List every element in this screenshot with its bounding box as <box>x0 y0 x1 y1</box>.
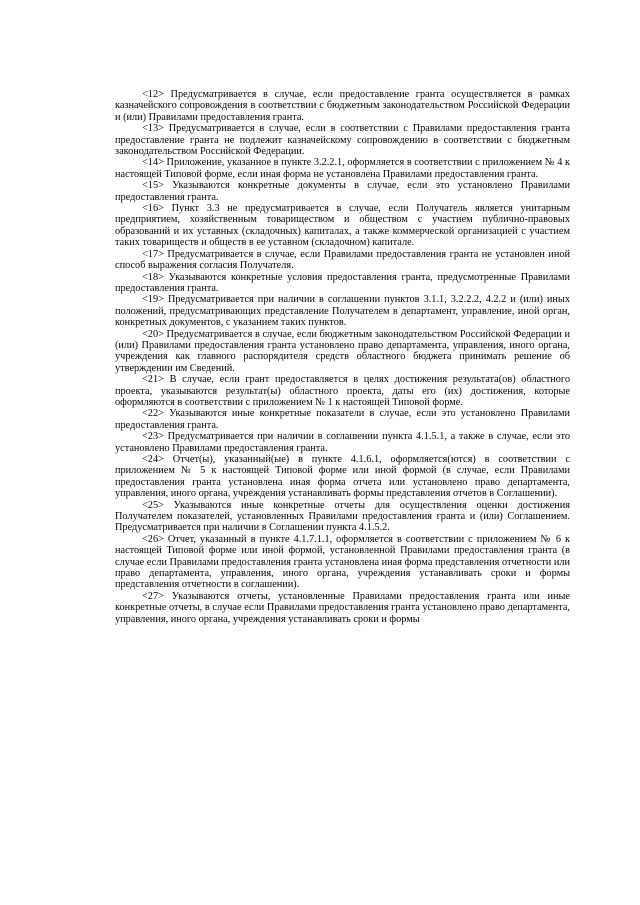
footnote-26: <26> Отчет, указанный в пункте 4.1.7.1.1, оформляется в соответствии с приложением № 6 к настоящей Типовой форме или иной формой, установленной Правилами предоставления гранта (в случае если Правилами предоставления гранта установлена иная форма представления отчетности или право департамента, управления, иного органа, учреждения устанавливать сроки и формы представления отчетности в соглашении). <box>115 533 570 591</box>
footnote-25: <25> Указываются иные конкретные отчеты для осуществления оценки достижения Получателем показателей, установленных Правилами предоставления гранта и (или) Соглашением. Предусматривается при наличии в Соглашении пункта 4.1.5.2. <box>115 499 570 534</box>
footnote-15: <15> Указываются конкретные документы в случае, если это установлено Правилами предоставления гранта. <box>115 180 570 203</box>
footnotes-block <box>115 89 570 625</box>
footnote-22: <22> Указываются иные конкретные показатели в случае, если это установлено Правилами предоставления гранта. <box>115 408 570 431</box>
footnote-27: <27> Указываются отчеты, установленные Правилами предоставления гранта или иные конкретные отчеты, в случае если Правилами предоставления гранта установлено право департамента, управления, иного органа, учреждения устанавливать сроки и формы <box>115 590 570 625</box>
footnote-23: <23> Предусматривается при наличии в соглашении пункта 4.1.5.1, а также в случае, если это установлено Правилами предоставления гранта. <box>115 431 570 454</box>
footnote-12: <12> Предусматривается в случае, если предоставление гранта осуществляется в рамках казначейского сопровождения в соответствии с бюджетным законодательством Российской Федерации и (или) Правилами предоставления гранта. <box>115 89 570 123</box>
footnote-17: <17> Предусматривается в случае, если Правилами предоставления гранта не установлен иной способ выражения согласия Получателя. <box>115 248 570 272</box>
footnote-18: <18> Указываются конкретные условия предоставления гранта, предусмотренные Правилами предоставления гранта. <box>115 271 570 294</box>
footnote-19: <19> Предусматривается при наличии в соглашении пунктов 3.1.1, 3.2.2.2, 4.2.2 и (или) иных положений, предусматривающих представление Получателем в департамент, управление, иной орган, конкретных документов, с указанием таких пунктов. <box>115 294 570 329</box>
footnote-24: <24> Отчет(ы), указанный(ые) в пункте 4.1.6.1, оформляется(ются) в соответствии с приложением № 5 к настоящей Типовой форме или иной формой (в случае, если Правилами предоставления гранта установлена иная форма отчета или установлено право департамента, управления, иного органа, учреждения устанавливать формы представления отчетов в Соглашении). <box>115 454 570 500</box>
footnote-13: <13> Предусматривается в случае, если в соответствии с Правилами предоставления гранта предоставление гранта не подлежит казначейскому сопровождению в соответствии с бюджетным законодательством Российской Федерации. <box>115 123 570 158</box>
footnote-21: <21> В случае, если грант предоставляется в целях достижения результата(ов) областного проекта, указываются результат(ы) областного проекта, даты его (их) достижения, которые оформляются в соответствии с приложением № 1 к настоящей Типовой форме. <box>115 374 570 408</box>
footnote-20: <20> Предусматривается в случае, если бюджетным законодательством Российской Федерации и (или) Правилами предоставления гранта установлено право департамента, управления, иного органа, учреждения как главного распорядителя средств областного бюджета принимать решение об утверждении им Сведений. <box>115 328 570 374</box>
footnote-16: <16> Пункт 3.3 не предусматривается в случае, если Получатель является унитарным предприятием, хозяйственным товариществом и обществом с участием публично-правовых образований и их уставных (складочных) капиталах, а также коммерческой организацией с участием таких товариществ и обществ в ее уставном (складочном) капитале. <box>115 203 570 249</box>
footnote-14: <14> Приложение, указанное в пункте 3.2.2.1, оформляется в соответствии с приложением № 4 к настоящей Типовой форме, если иная форма не установлена Правилами предоставления гранта. <box>115 157 570 180</box>
